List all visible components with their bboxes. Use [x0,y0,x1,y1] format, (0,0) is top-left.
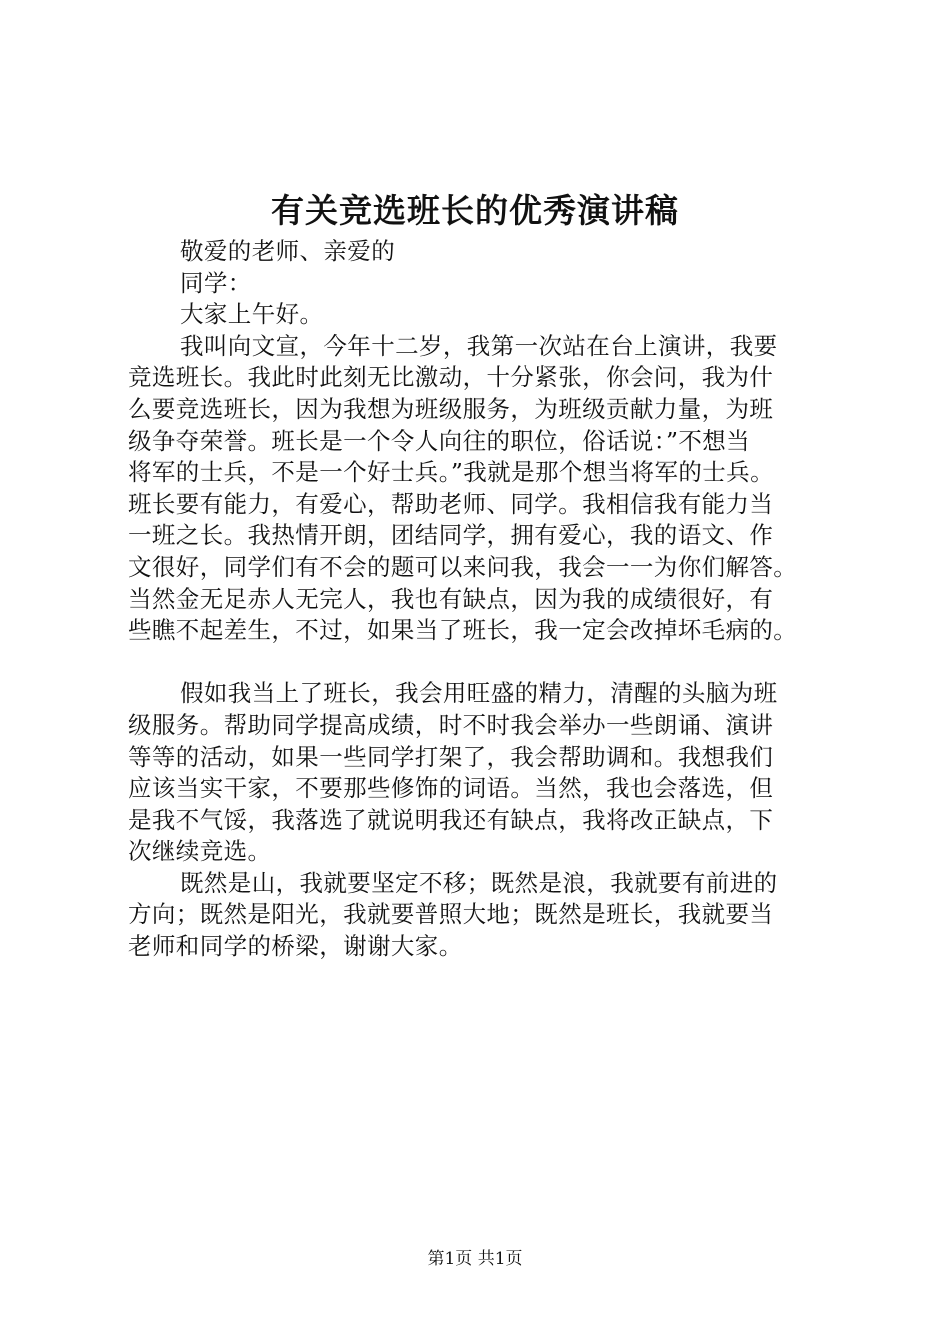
paragraph-spacer [128,647,858,679]
document-body [128,236,858,963]
paragraph-2-line: 级服务。帮助同学提高成绩，时不时我会举办一些朗诵、演讲 [128,710,774,739]
salutation-line-2: 同学： [180,268,252,297]
paragraph-1-line: 一班之长。我热情开朗，团结同学，拥有爱心，我的语文、作 [128,521,774,550]
greeting-line: 大家上午好。 [180,300,324,329]
paragraph-1-line: 些瞧不起差生，不过，如果当了班长，我一定会改掉坏毛病的。 [128,616,798,645]
paragraph-1-line: 当然金无足赤人无完人，我也有缺点，因为我的成绩很好，有 [128,584,774,613]
paragraph-1-line: 班长要有能力，有爱心，帮助老师、同学。我相信我有能力当 [128,489,774,518]
paragraph-3-line: 既然是山，我就要坚定不移；既然是浪，我就要有前进的 [180,868,778,897]
paragraph-2-line: 应该当实干家，不要那些修饰的词语。当然，我也会落选，但 [128,774,774,803]
paragraph-1-line: 级争夺荣誉。班长是一个令人向往的职位，俗话说：”不想当 [128,426,751,455]
salutation-line-1: 敬爱的老师、亲爱的 [180,237,396,265]
document-title: 有关竞选班长的优秀演讲稿 [271,191,679,230]
paragraph-1-line: 我叫向文宣，今年十二岁，我第一次站在台上演讲，我要 [180,331,778,360]
paragraph-2-line: 次继续竞选。 [128,837,272,866]
paragraph-3-line: 方向；既然是阳光，我就要普照大地；既然是班长，我就要当 [128,900,774,929]
paragraph-1-line: 么要竞选班长，因为我想为班级服务，为班级贡献力量，为班 [128,394,774,423]
page-footer: 第1页 共1页 [427,1249,523,1269]
paragraph-2-line: 假如我当上了班长，我会用旺盛的精力，清醒的头脑为班 [180,679,778,708]
paragraph-1-line: 将军的士兵，不是一个好士兵。”我就是那个想当将军的士兵。 [128,458,774,487]
paragraph-2-line: 等等的活动，如果一些同学打架了，我会帮助调和。我想我们 [128,742,774,771]
paragraph-1-line: 竞选班长。我此时此刻无比激动，十分紧张，你会问，我为什 [128,363,774,392]
paragraph-2-line: 是我不气馁，我落选了就说明我还有缺点，我将改正缺点，下 [128,805,774,834]
paragraph-1-line: 文很好，同学们有不会的题可以来问我，我会一一为你们解答。 [128,552,798,581]
paragraph-3-line: 老师和同学的桥梁，谢谢大家。 [128,932,463,961]
